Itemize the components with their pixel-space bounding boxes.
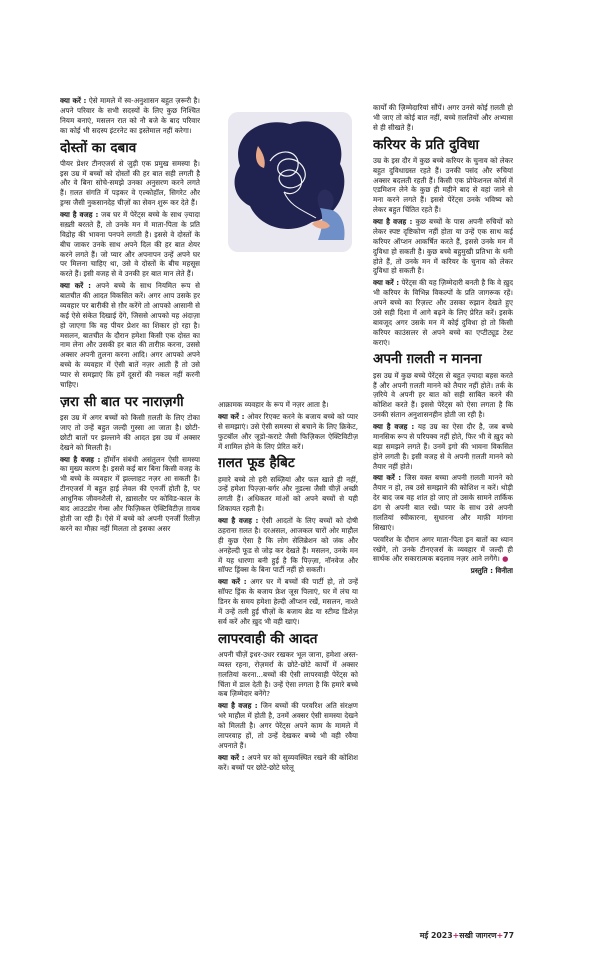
paragraph [218,412,358,452]
author-credit: प्रस्तुति : विनीता [470,566,513,576]
page-number: 77 [503,931,514,940]
subhead-label: क्या है वजह : [60,454,101,464]
article-column-3 [373,103,513,926]
subhead-label: क्या है वजह : [373,422,415,431]
paragraph-text: पेरेंट्स की यह ज़िम्मेदारी बनती है कि वे ख़ुद भी करियर के विभिन्न विकल्पों के प्रति जागरूक रहें। अपने बच्चे का रिज़ल्ट और उसका रुझान देखते हुए उसे सही दिशा में आगे बढ़ने के लिए प्रेरित करें। इसके बावजूद अगर उसके मन में कोई दुविधा हो तो किसी करियर काउंसलर से अपने बच्चे का एप्टीट्यूड टेस्ट कराएं। [373,278,513,347]
paragraph [218,701,358,750]
subhead-label: क्या करें : [218,752,245,762]
paragraph-text: ऐसे मामले में स्व-अनुशासन बहुत ज़रूरी है। अपने परिवार के सभी सदस्यों के लिए कुछ निश्चित नियम बनाएं, मसलन रात को नौ बजे के बाद परिवार का कोई भी सदस्य इंटरनेट का इस्तेमाल नहीं करेगा। [60,96,200,135]
paragraph [60,281,200,390]
section-heading: ज़रा सी बात पर नाराज़गी [60,393,184,410]
bullet-dot-icon: ● [502,554,509,564]
paragraph: कार्यों की ज़िम्मेदारियां सौंपें। अगर उनसे कोई ग़लती हो भी जाए तो कोई बात नहीं, बच्चे ग़लतियों और अभ्यास से ही सीखते हैं। [373,103,513,132]
paragraph-text: हॉर्मोन संबंधी असंतुलन ऐसी समस्या का मुख्य कारण है। इससे कई बार बिना किसी वजह के भी बच्चे के व्यवहार में झल्लाहट नज़र आ सकती है। टीनएजर्स में बहुत हाई लेवल की एनर्जी होती है, पर आधुनिक जीवनशैली से, ख़ासतौर पर कोविड-काल के बाद आउटडोर गेम्स और फिज़िकल ऐक्टिविटीज़ ग़ायब होती जा रही हैं। ऐसे में बच्चे को अपनी एनर्जी रिलीज़ करने का मौक़ा नहीं मिलता तो इसका असर [60,454,200,533]
paragraph: आक्रामक व्यवहार के रूप में नज़र आता है। [218,400,329,409]
paragraph-text: यह उम्र का ऐसा दौर है, जब बच्चे मानसिक रूप से परिपक्व नहीं होते, फिर भी वे ख़ुद को बड़ा समझने लगते हैं। उनमें इगो की भावना विकसित होने लगती है। इसी वजह से वे अपनी ग़लती मानने को तैयार नहीं होते। [373,422,513,471]
section-heading: लापरवाही की आदत [218,630,318,647]
paragraph-text: परवरिश के दौरान अगर माता-पिता इन बातों का ध्यान रखेंगे, तो उनके टीनएजर्स के व्यवहार में जल्दी ही सार्थक और सकारात्मक बदलाव नज़र आने लगेंगे। [373,534,513,564]
section-heading: ग़लत फूड हैबिट [218,455,295,472]
page-footer [420,931,514,941]
separator-plus: + [452,931,460,940]
paragraph: उम्र के इस दौर में कुछ बच्चे करियर के चुनाव को लेकर बहुत दुविधाग्रस्त रहते हैं। उनकी पसंद और रुचियां अक्सर बदलती रहती हैं। किसी एक प्रोफेशनल कोर्स में एडमिशन लेने के कुछ ही महीने बाद से वहां जाने से मना करने लगते हैं। इससे पेरेंट्स उनके भविष्य को लेकर बहुत चिंतित रहते हैं। [373,155,513,215]
paragraph [373,422,513,471]
stressed-teen-illustration [220,106,359,256]
paragraph-text: ऐसी आदतों के लिए बच्चों को दोषी ठहराना ग़लत है। दरअसल, आजकल चारों ओर माहौल ही कुछ ऐसा है कि लोग सेलिब्रेशन को जंक और अनहेल्दी फूड से जोड़ कर देखते हैं। मसलन, उनके मन में यह धारणा बनी हुई है कि पिज़्ज़ा, नॉनवेज और सॉफ्ट ड्रिंक्स के बिना पार्टी नहीं हो सकती। [218,516,358,575]
paragraph: इस उम्र में अगर बच्चों को किसी ग़लती के लिए टोका जाए तो उन्हें बहुत जल्दी गुस्सा आ जाता है। छोटी-छोटी बातों पर झल्लाने की आदत इस उम्र में अक्सर देखने को मिलती है। [60,413,200,452]
subhead-label: क्या है वजह : [373,217,413,227]
article-column-2 [218,400,358,926]
issue-month: मई 2023 [419,931,453,940]
subhead-label: क्या करें : [373,473,402,483]
paragraph [60,96,200,136]
subhead-label: क्या करें : [60,281,91,291]
magazine-name: सखी जागरण [459,931,497,940]
paragraph [373,473,513,532]
article-column-1 [60,96,200,926]
paragraph-text: जिन बच्चों की परवरिश अति संरक्षण भरे माहौल में होती है, उनमें अक्सर ऐसी समस्या देखने को मिलती है। अगर पेरेंट्स अपने काम के मामले में लापरवाह हों, तो उन्हें देखकर बच्चे भी वही रवैया अपनाते हैं। [218,701,358,750]
paragraph-text: जब घर में पेरेंट्स बच्चे के साथ ज़्यादा सख़्ती बरतते हैं, तो उनके मन में माता-पिता के प्रति विद्रोह की भावना पनपने लगती है। इससे वे दोस्तों के बीच जाकर उनके साथ अपने दिल की हर बात शेयर करने लगते हैं। जो प्यार और अपनापन उन्हें अपने घर पर मिलना चाहिए था, उसे वे दोस्तों के बीच महसूस करते हैं। इसी वजह से वे उनकी हर बात मान लेते हैं। [60,210,200,279]
paragraph: पीयर प्रेशर टीनएजर्स से जुड़ी एक प्रमुख समस्या है। इस उम्र में बच्चों को दोस्तों की हर बात सही लगती है और वे बिना सोचे-समझे उनका अनुसरण करने लगते हैं। ग़लत संगति में पड़कर वे एल्कोहॉल, सिगरेट और ड्रग्स जैसी नुकसानदेह चीज़ों का सेवन शुरू कर देते हैं। [60,158,200,208]
subhead-label: क्या है वजह : [218,701,258,711]
subhead-label: क्या है वजह : [218,516,259,526]
section-heading: दोस्तों का दबाव [60,139,137,156]
paragraph [373,217,513,276]
paragraph: इस उम्र में कुछ बच्चे पेरेंट्स से बहुत ज़्यादा बहस करते हैं और अपनी ग़लती मानने को तैयार नहीं होते। तर्क के ज़रिये वे अपनी हर बात को सही साबित करने की कोशिश करते हैं। इससे पेरेंट्स को ऐसा लगता है कि उनकी संतान अनुशासनहीन होती जा रही है। [373,370,513,420]
paragraph: अपनी चीज़ें इधर-उधर रखकर भूल जाना, हमेशा अस्त-व्यस्त रहना, रोज़मर्रा के छोटे-छोटे कार्यों में अक्सर ग़लतियां करना...बच्चों की ऐसी लापरवाही पेरेंट्स को चिंता में डाल देती है। उन्हें ऐसा लगता है कि हमारे बच्चे कब ज़िम्मेदार बनेंगे? [218,649,358,699]
paragraph [373,535,513,565]
paragraph [373,278,513,347]
subhead-label: क्या है वजह : [60,210,99,220]
paragraph-text: ओवर रिएक्ट करने के बजाय बच्चे को प्यार से समझाएं। उसे ऐसी समस्या से बचाने के लिए क्रिकेट, फुटबॉल और जूडो-कराटे जैसी फिज़िकल ऐक्टिविटीज़ में शामिल होने के लिए प्रेरित करें। [218,411,358,451]
paragraph [218,753,358,773]
section-heading: अपनी ग़लती न मानना [373,351,482,368]
paragraph [218,577,358,626]
section-heading: करियर के प्रति दुविधा [373,136,480,153]
paragraph [60,210,200,279]
paragraph: हमारे बच्चे तो हरी सब्ज़ियां और फल खाते ही नहीं, उन्हें हमेशा पिज़्ज़ा-बर्गर और नूडल्स जैसी चीज़ें अच्छी लगती हैं। अधिकतर मांओं को अपने बच्चों से यही शिकायत रहती है। [218,474,358,514]
paragraph [218,516,358,575]
illustration-graphic [220,106,359,256]
separator-plus: + [496,931,504,940]
paragraph-text: अपने बच्चे के साथ नियमित रूप से बातचीत की आदत विकसित करें। अगर आप उसके हर व्यवहार पर बारीकी से ग़ौर करेंगे तो आपको आसानी से कई ऐसे संकेत दिखाई देंगे, जिससे आपको यह अंदाज़ा हो जाएगा कि वह पीयर प्रेशर का शिकार हो रहा है। मसलन, बातचीत के दौरान हमेशा किसी एक दोस्त का नाम लेना और उसकी हर बात की तारीफ़ करना, उससे अक्सर अपनी तुलना करना आदि। अगर आपको अपने बच्चे के व्यवहार में ऐसी बातें नज़र आती हैं तो उसे प्यार से समझाएं कि हमें दूसरों की नकल नहीं करनी चाहिए। [60,281,200,389]
paragraph-text: जिस वक्त बच्चा अपनी ग़लती मानने को तैयार न हो, तब उसे समझाने की कोशिश न करें। थोड़ी देर बाद जब वह शांत हो जाए तो उसके सामने तार्किक ढंग से अपनी बात रखें। प्यार के साथ उसे अपनी ग़लतियां स्वीकारना, सुधारना और माफ़ी मांगना सिखाएं। [373,473,513,532]
subhead-label: क्या करें : [218,577,247,587]
paragraph-text: कुछ बच्चों के पास अपनी रुचियों को लेकर स्पष्ट दृष्टिकोण नहीं होता या उन्हें एक साथ कई करियर ऑप्शन आकर्षित करते हैं, इससे उनके मन में दुविधा हो सकती है। कुछ बच्चे बहुमुखी प्रतिभा के धनी होते हैं, तो उनके मन में करियर के चुनाव को लेकर दुविधा हो सकती है। [373,217,513,276]
paragraph-text: अपने घर को सुव्यवस्थित रखने की कोशिश करें। बच्चों पर छोटे-छोटे घरेलू [218,752,358,772]
subhead-label: क्या करें : [373,278,400,288]
subhead-label: क्या करें : [60,96,87,105]
subhead-label: क्या करें : [218,411,245,421]
paragraph-text: अगर घर में बच्चों की पार्टी हो, तो उन्हें सॉफ्ट ड्रिंक के बजाय फ्रेश जूस पिलाएं, घर में लंच या डिनर के समय हमेशा हेल्दी ऑप्शन रखें, मसलन, नाश्ते में उन्हें तली हुई चीज़ों के बजाय ब्रेड या स्टीम्ड डिशेज़ सर्व करें और ख़ुद भी वही खाएं। [218,577,358,626]
paragraph [60,455,200,534]
